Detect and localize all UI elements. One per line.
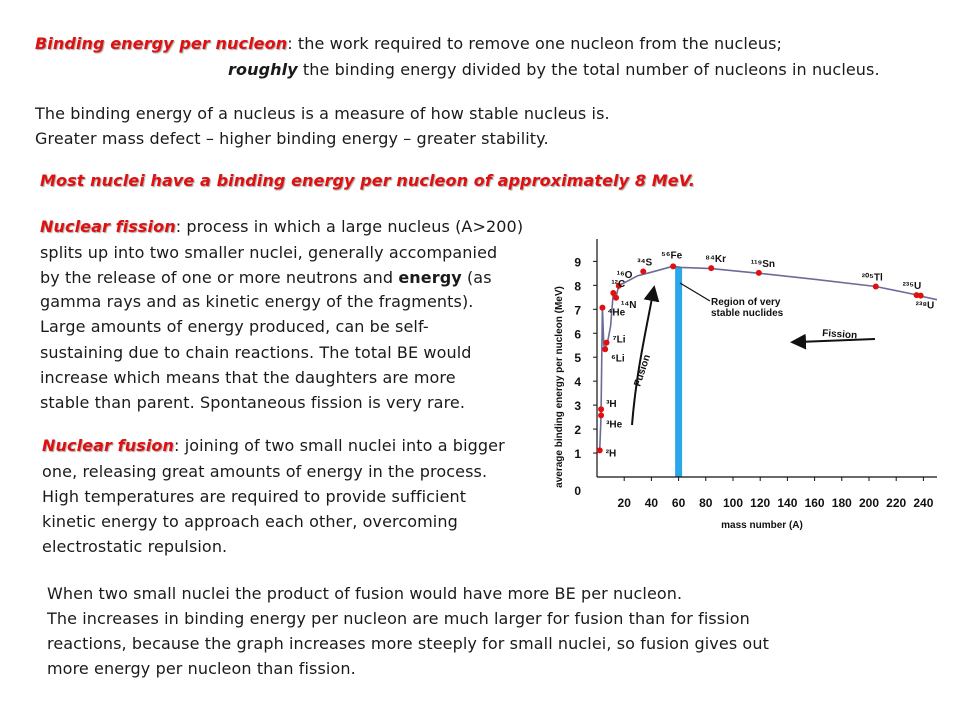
x-tick-label: 120 <box>750 496 771 510</box>
fission-line-5: Large amounts of energy produced, can be self- <box>40 317 429 336</box>
nuclide-label: ⁷Li <box>612 334 626 346</box>
y-tick-label: 3 <box>574 399 581 414</box>
fission-energy-word: energy <box>398 268 462 287</box>
nuclide-label: ²³⁸U <box>915 300 935 312</box>
fusion-line-1 <box>42 434 505 458</box>
data-point <box>597 447 603 453</box>
y-tick-label: 4 <box>574 375 581 390</box>
nuclide-label: ⁶Li <box>611 353 625 365</box>
data-point <box>604 340 610 346</box>
x-axis-label: mass number (A) <box>721 520 803 531</box>
fission-line-4: gamma rays and as kinetic energy of the fragments). <box>40 292 474 311</box>
region-label-2: stable nuclides <box>711 308 784 319</box>
definition-line-2 <box>228 58 880 82</box>
stable-nuclides-band <box>675 267 682 477</box>
region-label-1: Region of very <box>711 297 781 308</box>
conclusion-line-2: The increases in binding energy per nucleon are much larger for fusion than for fission <box>47 609 750 628</box>
fusion-line-5: electrostatic repulsion. <box>42 537 228 556</box>
definition-text: : the work required to remove one nucleon from the nucleus; <box>287 34 783 53</box>
fission-arrow-label: Fission <box>821 328 858 342</box>
nuclide-label: ³⁴S <box>637 257 653 269</box>
data-point <box>598 406 604 412</box>
fusion-line-2: one, releasing great amounts of energy in the process. <box>42 462 488 481</box>
data-point <box>598 412 604 418</box>
definition-line-1 <box>35 32 782 56</box>
fission-line-8: stable than parent. Spontaneous fission is very rare. <box>40 393 466 412</box>
x-tick-label: 220 <box>886 496 907 510</box>
binding-energy-chart <box>540 215 960 555</box>
fission-text-1: : process in which a large nucleus (A>200) <box>175 217 524 236</box>
nuclide-label: ¹²C <box>611 279 626 290</box>
nuclide-label: ¹⁶O <box>616 269 633 281</box>
nuclide-label: ¹¹⁹Sn <box>750 258 776 270</box>
conclusion-line-4: more energy per nucleon than fission. <box>47 659 356 678</box>
data-point <box>613 295 619 301</box>
nuclide-label: ⁴He <box>607 307 626 319</box>
fusion-line-3: High temperatures are required to provide sufficient <box>42 487 467 506</box>
x-tick-label: 200 <box>858 496 880 510</box>
nuclide-label: ³H <box>606 399 617 411</box>
fission-term: Nuclear fission <box>40 217 176 236</box>
x-tick-label: 160 <box>804 496 825 510</box>
fission-line-6: sustaining due to chain reactions. The total BE would <box>40 343 472 362</box>
nuclide-label: ³He <box>606 419 623 431</box>
nuclide-label: ²⁰⁵Tl <box>861 272 883 284</box>
fission-line-2: splits up into two smaller nuclei, generally accompanied <box>40 243 498 262</box>
data-point <box>708 265 714 271</box>
x-tick-label: 60 <box>671 496 686 510</box>
fission-line-7: increase which means that the daughters are more <box>40 368 456 387</box>
origin-label: 0 <box>574 484 581 498</box>
nuclide-label: ²H <box>605 448 617 460</box>
y-tick-label: 6 <box>574 327 581 342</box>
definition-rest: the binding energy divided by the total number of nucleons in nucleus. <box>297 60 880 79</box>
y-tick-label: 9 <box>574 255 581 270</box>
x-tick-label: 40 <box>644 496 659 510</box>
data-point <box>918 293 924 299</box>
fission-line-3 <box>40 266 492 290</box>
fission-line-1 <box>40 215 523 239</box>
data-point <box>756 270 762 276</box>
x-tick-label: 180 <box>831 496 852 510</box>
y-axis-label: average binding energy per nucleon (MeV) <box>554 286 565 488</box>
x-tick-label: 140 <box>777 496 798 510</box>
y-tick-label: 1 <box>574 447 581 462</box>
stability-line-2: Greater mass defect – higher binding energy – greater stability. <box>35 129 549 148</box>
fission-text-3: by the release of one or more neutrons and <box>40 268 399 287</box>
x-tick-label: 240 <box>913 496 934 510</box>
definition-emph: roughly <box>228 60 298 79</box>
fusion-text-1: : joining of two small nuclei into a bigger <box>174 436 505 455</box>
x-tick-label: 20 <box>617 496 631 510</box>
fusion-line-4: kinetic energy to approach each other, overcoming <box>42 512 458 531</box>
nuclide-label: ²³⁵U <box>902 281 922 293</box>
y-tick-label: 2 <box>574 423 581 438</box>
data-point <box>873 284 879 290</box>
data-point <box>640 268 646 274</box>
data-point <box>602 346 608 352</box>
nuclide-label: ⁸⁴Kr <box>705 254 727 266</box>
data-point <box>599 305 605 311</box>
fission-line-3-tail: (as <box>461 268 492 287</box>
conclusion-line-1: When two small nuclei the product of fusion would have more BE per nucleon. <box>47 584 683 603</box>
nuclide-label: ¹⁴N <box>621 299 637 311</box>
stability-line-1: The binding energy of a nucleus is a measure of how stable nucleus is. <box>35 104 610 123</box>
fusion-term: Nuclear fusion <box>42 436 175 455</box>
y-tick-label: 5 <box>574 351 581 366</box>
data-point <box>670 263 676 269</box>
highlight-statement: Most nuclei have a binding energy per nucleon of approximately 8 MeV. <box>40 171 695 190</box>
conclusion-line-3: reactions, because the graph increases more steeply for small nuclei, so fusion gives out <box>47 634 769 653</box>
y-tick-label: 8 <box>574 279 581 294</box>
y-tick-label: 7 <box>574 303 581 318</box>
definition-term: Binding energy per nucleon <box>35 34 288 53</box>
region-pointer-line <box>680 283 710 301</box>
x-tick-label: 100 <box>722 496 744 510</box>
x-tick-label: 80 <box>699 496 713 510</box>
nuclide-label: ⁵⁶Fe <box>661 250 683 262</box>
fusion-arrow-label: Fusion <box>632 353 653 388</box>
